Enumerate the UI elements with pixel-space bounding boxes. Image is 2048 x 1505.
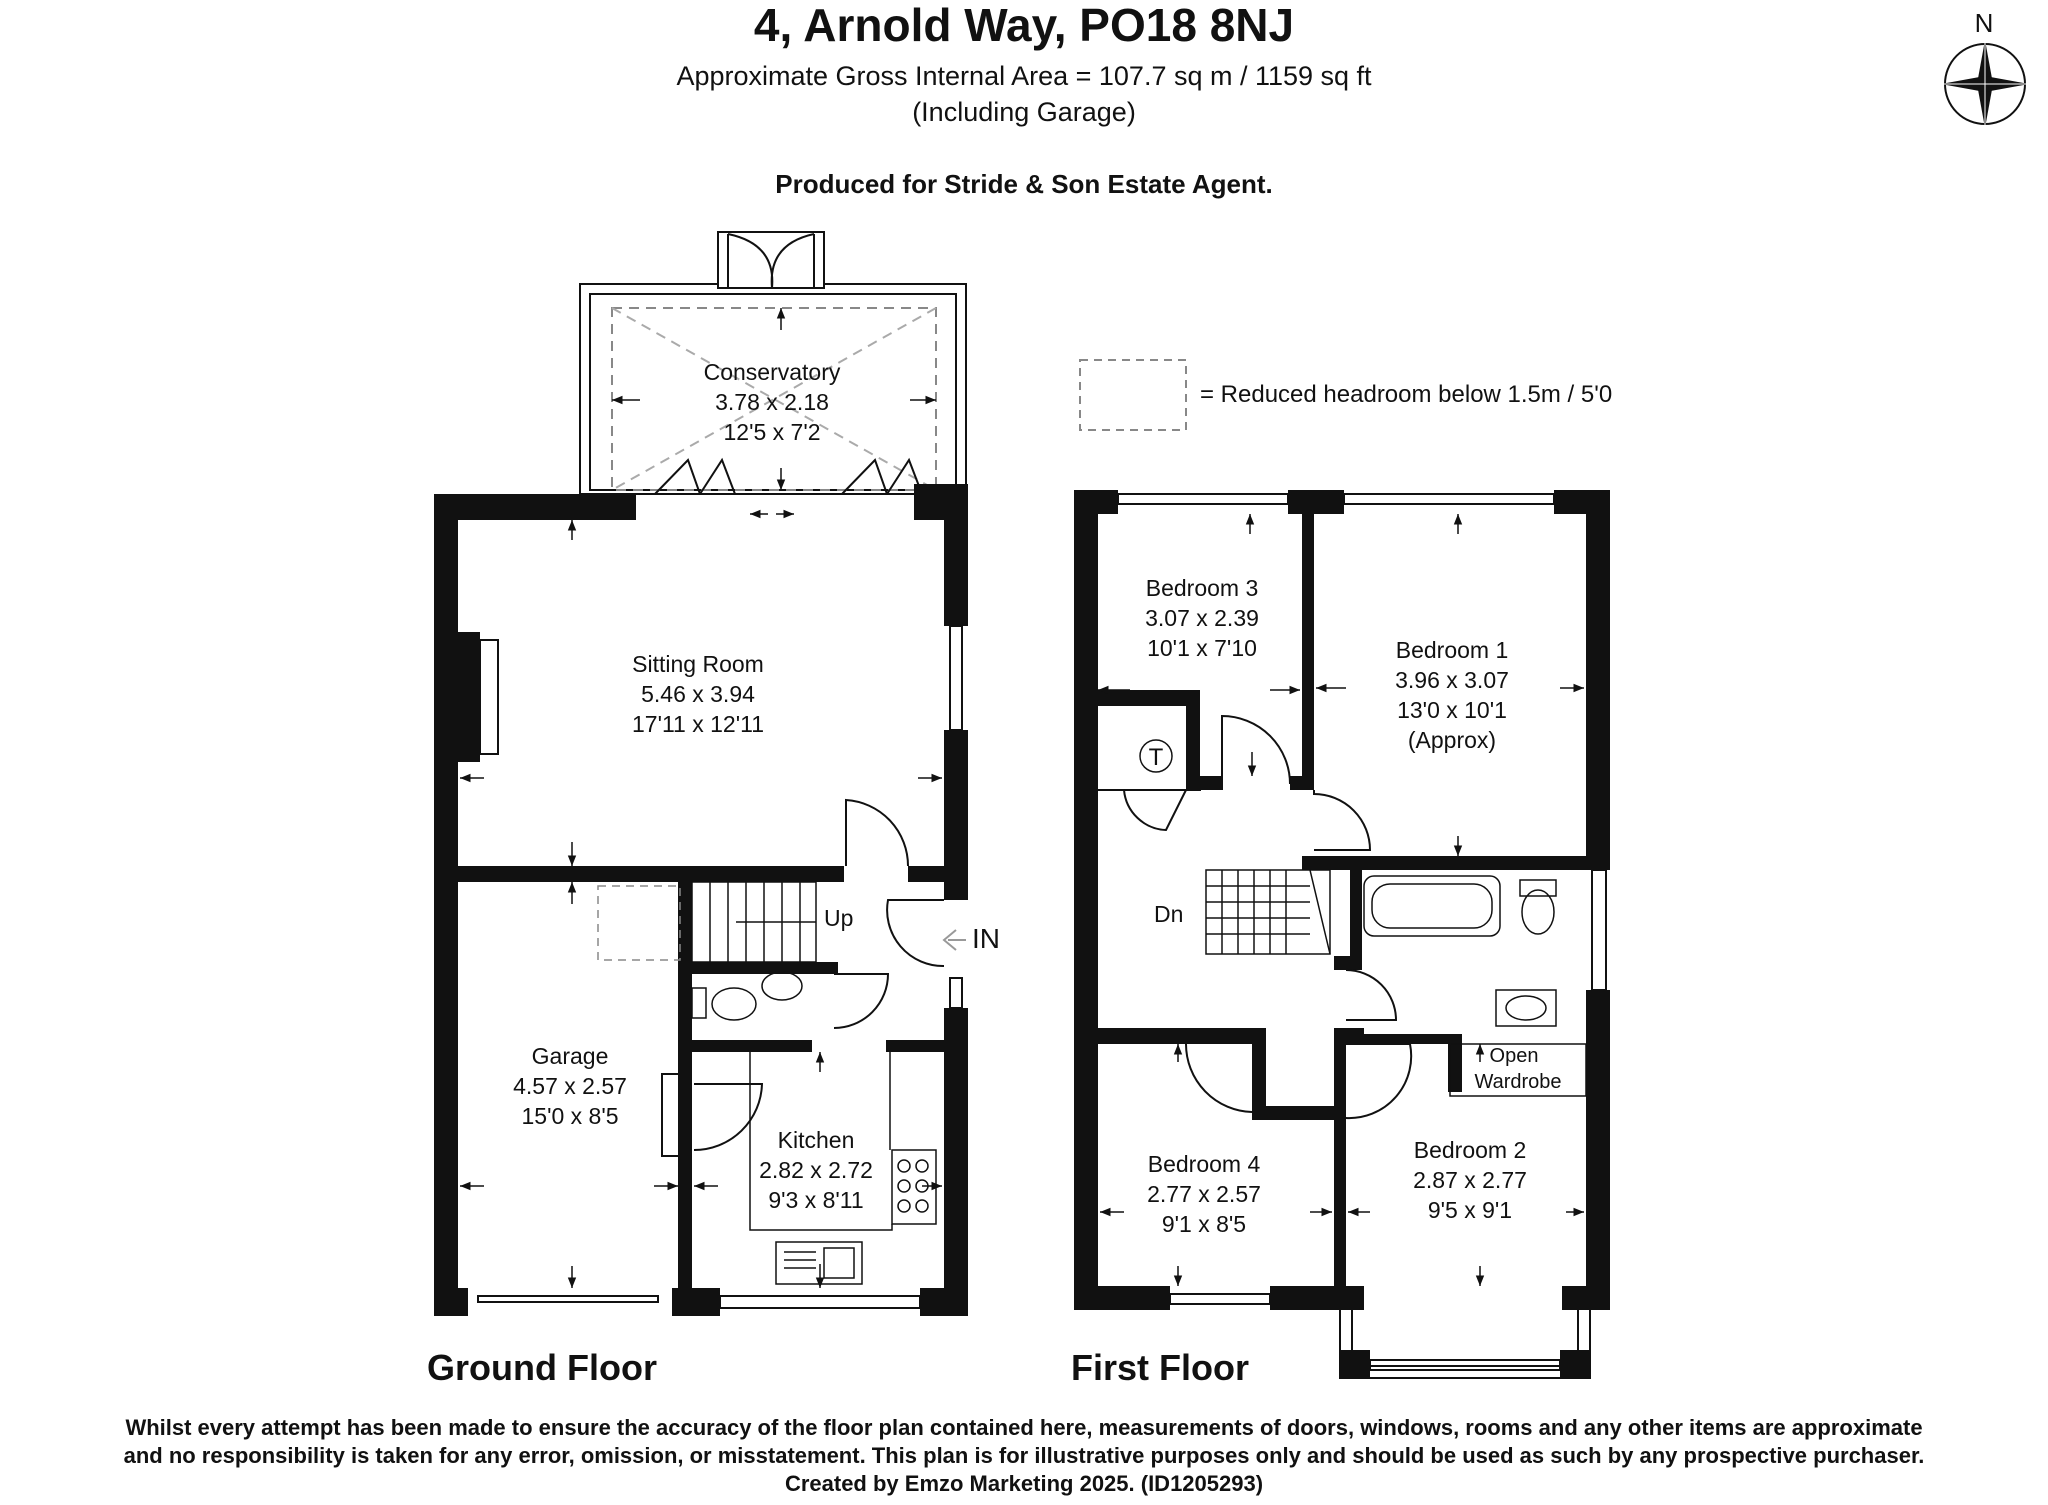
basin-icon: [762, 972, 802, 1000]
disclaimer-line-2: and no responsibility is taken for any error, omission, or misstatement. This plan is for illustrative purposes only and should be used as such by any prospective purchaser.: [123, 1443, 1925, 1468]
bedroom3-imperial: 10'1 x 7'10: [1147, 635, 1257, 661]
ground-dimension-arrows: [460, 308, 942, 1288]
ground-floor-label: Ground Floor: [427, 1347, 657, 1388]
bedroom4-imperial: 9'1 x 8'5: [1161, 1211, 1247, 1237]
garage-metric: 4.57 x 2.57: [513, 1073, 627, 1099]
ground-stairs-label: Up: [824, 905, 854, 931]
sitting-room-imperial: 17'11 x 12'11: [632, 711, 764, 737]
bedroom3-name: Bedroom 3: [1145, 575, 1259, 601]
compass-icon: [1941, 8, 2029, 128]
tank-label: T: [1148, 744, 1164, 771]
disclaimer: [0, 1414, 2048, 1498]
producer-credit: Produced for Stride & Son Estate Agent.: [775, 169, 1273, 199]
conservatory-metric: 3.78 x 2.18: [715, 389, 829, 415]
conservatory-imperial: 12'5 x 7'2: [723, 419, 821, 445]
wardrobe-label-line1: Open: [1489, 1045, 1539, 1067]
sitting-room-metric: 5.46 x 3.94: [641, 681, 755, 707]
bedroom1-note: (Approx): [1407, 727, 1497, 753]
bedroom2-imperial: 9'5 x 9'1: [1427, 1197, 1513, 1223]
entrance-label: IN: [972, 923, 1000, 954]
kitchen-name: Kitchen: [777, 1127, 855, 1153]
kitchen-imperial: 9'3 x 8'11: [768, 1187, 864, 1213]
bedroom4-metric: 2.77 x 2.57: [1147, 1181, 1261, 1207]
first-floor-label: First Floor: [1071, 1347, 1249, 1388]
conservatory-name: Conservatory: [703, 359, 841, 385]
ground-stairs-icon: [692, 882, 816, 962]
legend-swatch: [1080, 360, 1186, 430]
bedroom1-metric: 3.96 x 3.07: [1395, 667, 1509, 693]
bedroom1-name: Bedroom 1: [1395, 637, 1509, 663]
garage-name: Garage: [531, 1043, 609, 1069]
wc-cistern: [692, 988, 706, 1018]
first-floor-plan: [1071, 490, 1610, 1388]
property-address: 4, Arnold Way, PO18 8NJ: [753, 0, 1295, 51]
ground-floor-doors: [662, 800, 944, 1156]
kitchen-metric: 2.82 x 2.72: [759, 1157, 873, 1183]
bedroom2-name: Bedroom 2: [1413, 1137, 1527, 1163]
first-stairs-label: Dn: [1154, 901, 1184, 927]
bedroom3-metric: 3.07 x 2.39: [1145, 605, 1259, 631]
sitting-room-name: Sitting Room: [632, 651, 764, 677]
compass-north-label: N: [1974, 8, 1994, 38]
wc-cistern: [1520, 880, 1556, 896]
bedroom1-imperial: 13'0 x 10'1: [1397, 697, 1507, 723]
garage-headroom-area: [598, 886, 680, 960]
disclaimer-line-1: Whilst every attempt has been made to ensure the accuracy of the floor plan contained here, measurements of doors, windows, rooms and any other items are approximate: [125, 1415, 1923, 1440]
ground-floor-plan: [427, 232, 1000, 1388]
entrance-arrow-icon: [944, 930, 966, 950]
garage-imperial: 15'0 x 8'5: [521, 1103, 619, 1129]
disclaimer-line-3: Created by Emzo Marketing 2025. (ID1205293): [784, 1471, 1264, 1496]
bedroom4-name: Bedroom 4: [1147, 1151, 1261, 1177]
bedroom2-metric: 2.87 x 2.77: [1413, 1167, 1527, 1193]
first-stairs-icon: [1206, 870, 1330, 954]
headroom-legend: [1080, 360, 1612, 430]
ground-fixtures: [598, 886, 936, 1284]
area-note: (Including Garage): [912, 97, 1136, 127]
gross-internal-area: Approximate Gross Internal Area = 107.7 sq m / 1159 sq ft: [676, 61, 1372, 91]
wardrobe-label-line2: Wardrobe: [1474, 1071, 1562, 1093]
toilet-icon: [712, 988, 756, 1020]
legend-text: = Reduced headroom below 1.5m / 5'0: [1200, 381, 1613, 408]
